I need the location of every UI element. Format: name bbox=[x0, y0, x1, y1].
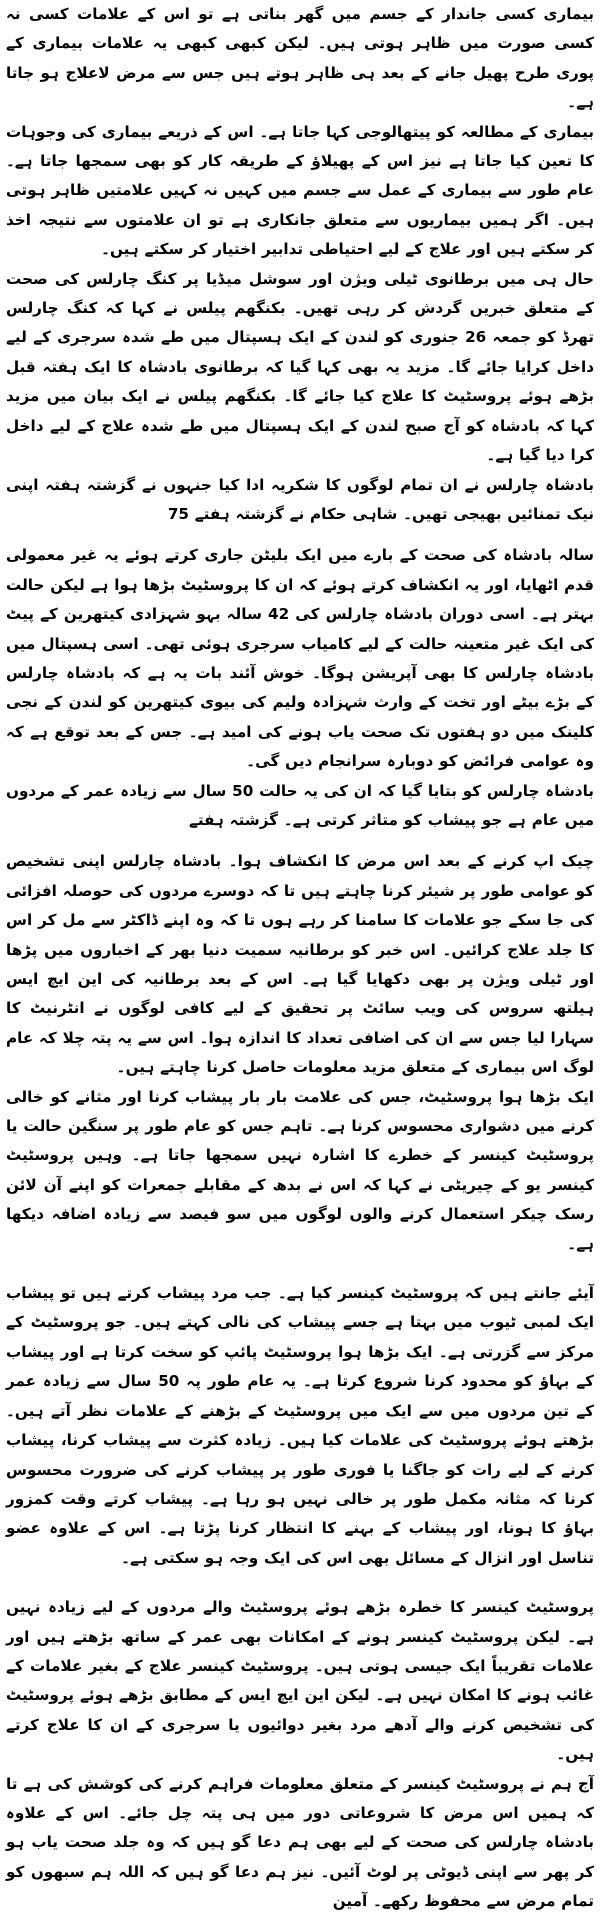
paragraph-pathology: بیماری کے مطالعہ کو پیتھالوجی کہا جاتا ہے۔ اس کے ذریعے بیماری کی وجوہات کا تعین کیا جاتا ہے نیز اس کے پھیلاؤ کے طریقہ کار کو بھی سمجھا جاتا ہے۔ عام طور سے بیماری کے عمل سے جسم میں کہیں نہ کہیں علامتیں ظاہر ہوتی ہیں۔ اگر ہمیں بیماریوں سے متعلق جانکاری ہے تو ان علامتوں سے نتیجہ اخذ کر سکتے ہیں اور علاج کے لیے احتیاطی تدابیر اختیار کر سکتے ہیں۔ bbox=[6, 122, 594, 259]
paragraph-king-news: حال ہی میں برطانوی ٹیلی ویژن اور سوشل میڈیا پر کنگ چارلس کی صحت کے متعلق خبریں گردش کر رہی تھیں۔ بکنگھم پیلس نے کہا کہ کنگ چارلس تھرڈ کو جمعہ 26 جنوری کو لندن کے ایک ہسپتال میں طے شدہ سرجری کے لیے داخل کرایا جائے گا۔ مزید یہ بھی کہا گیا کہ برطانوی بادشاہ کا ایک ہفتہ قبل بڑھے ہوئے پروسٹیٹ کا علاج کیا جائے گا۔ بکنگھم پیلس نے ایک بیان میں مزید کہا کہ بادشاہ کو آج صبح لندن کے ایک ہسپتال میں طے شدہ علاج کے لیے داخل کرا دیا گیا ہے۔ bbox=[6, 269, 594, 465]
paragraph-checkup: چیک اپ کرنے کے بعد اس مرض کا انکشاف ہوا۔ بادشاہ چارلس اپنی تشخیص کو عوامی طور پر شیئر کرنا چاہتے ہیں تا کہ دوسرے مردوں کی حوصلہ افزائی کی جا سکے جو علامات کا سامنا کر رہے ہوں تا کہ وہ اپنے ڈاکٹر سے مل کر اس کا جلد علاج کرائیں۔ اس خبر کو برطانیہ سمیت دنیا بھر کے اخباروں میں پڑھا اور ٹیلی ویژن پر بھی دکھایا گیا ہے۔ اس کے بعد برطانیہ کی این ایچ ایس ہیلتھ سروس کی ویب سائٹ پر تحقیق کے لیے کافی لوگوں نے انٹرنیٹ کا سہارا لیا جس سے ان کی اضافی تعداد کا اندازہ ہوا۔ اس سے یہ پتہ چلا کہ عام لوگ اس بیماری کے متعلق مزید معلومات حاصل کرنا چاہتے ہیں۔ bbox=[6, 852, 594, 1077]
paragraph-cancer-risk: پروسٹیٹ کینسر کا خطرہ بڑھے ہوئے پروسٹیٹ والے مردوں کے لیے زیادہ نہیں ہے۔ لیکن پروسٹیٹ کینسر ہونے کے امکانات بھی عمر کے ساتھ بڑھتے ہیں اور علامات تقریباً ایک جیسی ہوتی ہیں۔ پروسٹیٹ کینسر علاج کے بغیر علامات کے غائب ہونے کا امکان نہیں ہے۔ لیکن این ایچ ایس کے مطابق بڑھے ہوئے پروسٹیٹ کی تشخیص کرنے والے آدھے مرد بغیر دوائیوں یا سرجری کے ان کا علاج کرتے ہیں۔ bbox=[6, 1598, 594, 1764]
paragraph-enlarged-prostate: ایک بڑھا ہوا پروسٹیٹ، جس کی علامت بار بار پیشاب کرنا اور مثانے کو خالی کرنے میں دشواری محسوس کرنا ہے۔ تاہم جس کو عام طور پر سنگین حالت یا پروسٹیٹ کینسر کے خطرے کا اشارہ نہیں سمجھا جاتا ہے۔ وہیں پروسٹیٹ کینسر یو کے چیریٹی نے کہا کہ اس نے بدھ کے مقابلے جمعرات کو اپنے آن لائن رسک چیکر استعمال کرنے والوں لوگوں میں سو فیصد سے زیادہ اضافہ دیکھا ہے۔ bbox=[6, 1087, 594, 1253]
paragraph-king-thanks: بادشاہ چارلس نے ان تمام لوگوں کا شکریہ ادا کیا جنہوں نے گزشتہ ہفتہ اپنی نیک تمنائیں بھیجی تھیں۔ شاہی حکام نے گزشتہ ہفتے 75 bbox=[6, 475, 594, 523]
paragraph-what-is-prostate-cancer: آیئے جانتے ہیں کہ پروسٹیٹ کینسر کیا ہے۔ جب مرد پیشاب کرتے ہیں تو پیشاب ایک لمبی ٹیوب میں بہتا ہے جسے پیشاب کی نالی کہتے ہیں۔ جو پروسٹیٹ کے مرکز سے گزرتی ہے۔ ایک بڑھا ہوا پروسٹیٹ پائپ کو سخت کرتا ہے اور پیشاب کے بہاؤ کو محدود کرنا شروع کرتا ہے۔ یہ عام طور پہ 50 سال سے زیادہ عمر کے تین مردوں میں سے ایک میں پروسٹیٹ کے بڑھنے کے علامات نظر آتے ہیں۔ بڑھتے ہوئے پروسٹیٹ کی علامات کیا ہیں۔ زیادہ کثرت سے پیشاب کرنا، پیشاب کرنے کے لیے رات کو جاگنا یا فوری طور پر پیشاب کرنے کی ضرورت محسوس کرنا کہ مثانہ مکمل طور پر خالی نہیں ہو رہا ہے۔ پیشاب کرتے وقت کمزور بہاؤ کا ہونا، اور پیشاب کے بہنے کا انتظار کرنا پڑتا ہے۔ اس کے علاوہ عضو تناسل اور انزال کے مسائل بھی اس کی ایک وجہ ہو سکتی ہے۔ bbox=[6, 1284, 594, 1567]
paragraph-intro: بیماری کسی جاندار کے جسم میں گھر بناتی ہے تو اس کے علامات کسی نہ کسی صورت میں ظاہر ہوتی ہیں۔ لیکن کبھی کبھی یہ علامات بیماری کے پوری طرح پھیل جانے کے بعد ہی ظاہر ہوتے ہیں جس سے مرض لاعلاج ہو جاتا ہے۔ bbox=[6, 5, 594, 112]
paragraph-closing: آج ہم نے پروسٹیٹ کینسر کے متعلق معلومات فراہم کرنے کی کوشش کی ہے تا کہ ہمیں اس مرض کا شروعاتی دور میں ہی پتہ چل جائے۔ اس کے علاوہ بادشاہ چارلس کی صحت کے لیے بھی ہم دعا گو ہیں کہ وہ جلد صحت یاب ہو کر پھر سے اپنی ڈیوٹی پر لوٹ آئیں۔ نیز ہم دعا گو ہیں کہ اللہ ہم سبھوں کو تمام مرض سے محفوظ رکھے۔ آمین bbox=[6, 1774, 594, 1911]
paragraph-health-bulletin: سالہ بادشاہ کی صحت کے بارے میں ایک بلیٹن جاری کرتے ہوئے یہ غیر معمولی قدم اٹھایا، اور یہ انکشاف کرتے ہوئے کہ ان کا پروسٹیٹ بڑھا ہوا ہے لیکن حالت بہتر ہے۔ اسی دوران بادشاہ چارلس کی 42 سالہ بہو شہزادی کیتھرین کے پیٹ کی ایک غیر متعینہ حالت کے لیے کامیاب سرجری ہوئی تھی۔ اسی ہسپتال میں بادشاہ چارلس کا بھی آپریشن ہوگا۔ خوش آئند بات یہ ہے کہ بادشاہ چارلس کے بڑے بیٹے اور تخت کے وارث شہزادہ ولیم کی بیوی کیتھرین کو لندن کے نجی کلینک میں دو ہفتوں تک صحت یاب ہونے کی امید ہے۔ جس کے بعد توقع ہے کہ وہ عوامی فرائض کو دوبارہ سرانجام دیں گی۔ bbox=[6, 546, 595, 771]
paragraph-condition: بادشاہ چارلس کو بتایا گیا کہ ان کی یہ حالت 50 سال سے زیادہ عمر کے مردوں میں عام ہے جو پیشاب کو متاثر کرتی ہے۔ گزشتہ ہفتے bbox=[6, 781, 594, 829]
article-body bbox=[6, 0, 595, 1911]
